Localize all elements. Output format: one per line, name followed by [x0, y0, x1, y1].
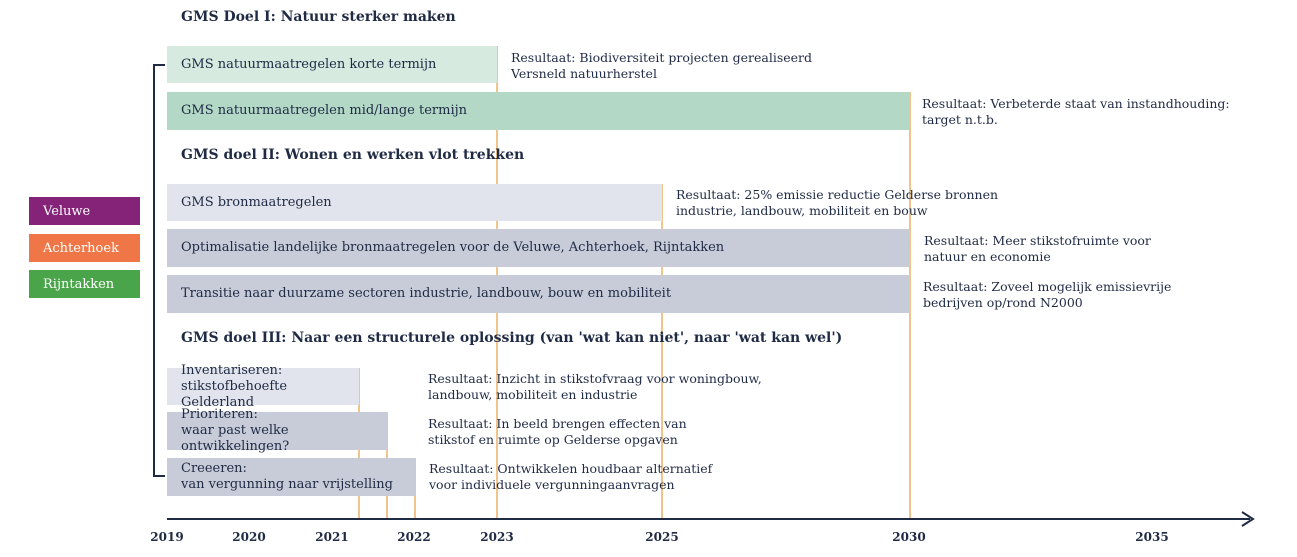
- year-2019: 2019: [150, 530, 184, 544]
- bar-transition: Transitie naar duurzame sectoren industrie, landbouw, bouw en mobiliteit: [167, 275, 910, 313]
- result-4: Resultaat: Meer stikstofruimte voor natuur en economie: [924, 233, 1151, 264]
- bar-source-measures: GMS bronmaatregelen: [167, 184, 662, 221]
- bar-prioritise: Prioriteren: waar past welke ontwikkelingen?: [167, 412, 387, 450]
- result-8: Resultaat: Ontwikkelen houdbaar alternatief voor individuele vergunningaanvragen: [429, 461, 713, 492]
- result-3: Resultaat: 25% emissie reductie Gelderse bronnen industrie, landbouw, mobiliteit en bouw: [676, 187, 999, 218]
- bar-inventory: Inventariseren: stikstofbehoefte Gelderland: [167, 368, 359, 405]
- goals-bracket: [153, 64, 165, 477]
- result-6: Resultaat: Inzicht in stikstofvraag voor woningbouw, landbouw, mobiliteit en industrie: [428, 371, 762, 402]
- legend-veluwe: Veluwe: [29, 197, 140, 225]
- result-1: Resultaat: Biodiversiteit projecten gerealiseerd Versneld natuurherstel: [511, 50, 813, 81]
- result-2: Resultaat: Verbeterde staat van instandhouding: target n.t.b.: [922, 96, 1230, 127]
- timeline-arrow-icon: [1240, 510, 1256, 528]
- goal-2-title: GMS doel II: Wonen en werken vlot trekken: [181, 147, 525, 163]
- legend-achterhoek: Achterhoek: [29, 234, 140, 262]
- legend-rijntakken: Rijntakken: [29, 270, 140, 298]
- year-2022: 2022: [397, 530, 431, 544]
- year-2020: 2020: [232, 530, 266, 544]
- bar-optimisation: Optimalisatie landelijke bronmaatregelen voor de Veluwe, Achterhoek, Rijntakken: [167, 229, 910, 267]
- bar-nature-mid-long-term: GMS natuurmaatregelen mid/lange termijn: [167, 92, 910, 130]
- timeline-axis: [167, 518, 1250, 520]
- result-5: Resultaat: Zoveel mogelijk emissievrije bedrijven op/rond N2000: [923, 279, 1172, 310]
- goal-1-title: GMS Doel I: Natuur sterker maken: [181, 9, 456, 25]
- result-7: Resultaat: In beeld brengen effecten van stikstof en ruimte op Gelderse opgaven: [428, 416, 687, 447]
- year-2021: 2021: [315, 530, 349, 544]
- year-2035: 2035: [1135, 530, 1169, 544]
- bar-nature-short-term: GMS natuurmaatregelen korte termijn: [167, 46, 497, 83]
- year-2023: 2023: [480, 530, 514, 544]
- goal-3-title: GMS doel III: Naar een structurele oplossing (van 'wat kan niet', naar 'wat kan wel'): [181, 330, 843, 346]
- year-2030: 2030: [892, 530, 926, 544]
- bar-create: Creeeren: van vergunning naar vrijstelling: [167, 458, 415, 496]
- year-2025: 2025: [645, 530, 679, 544]
